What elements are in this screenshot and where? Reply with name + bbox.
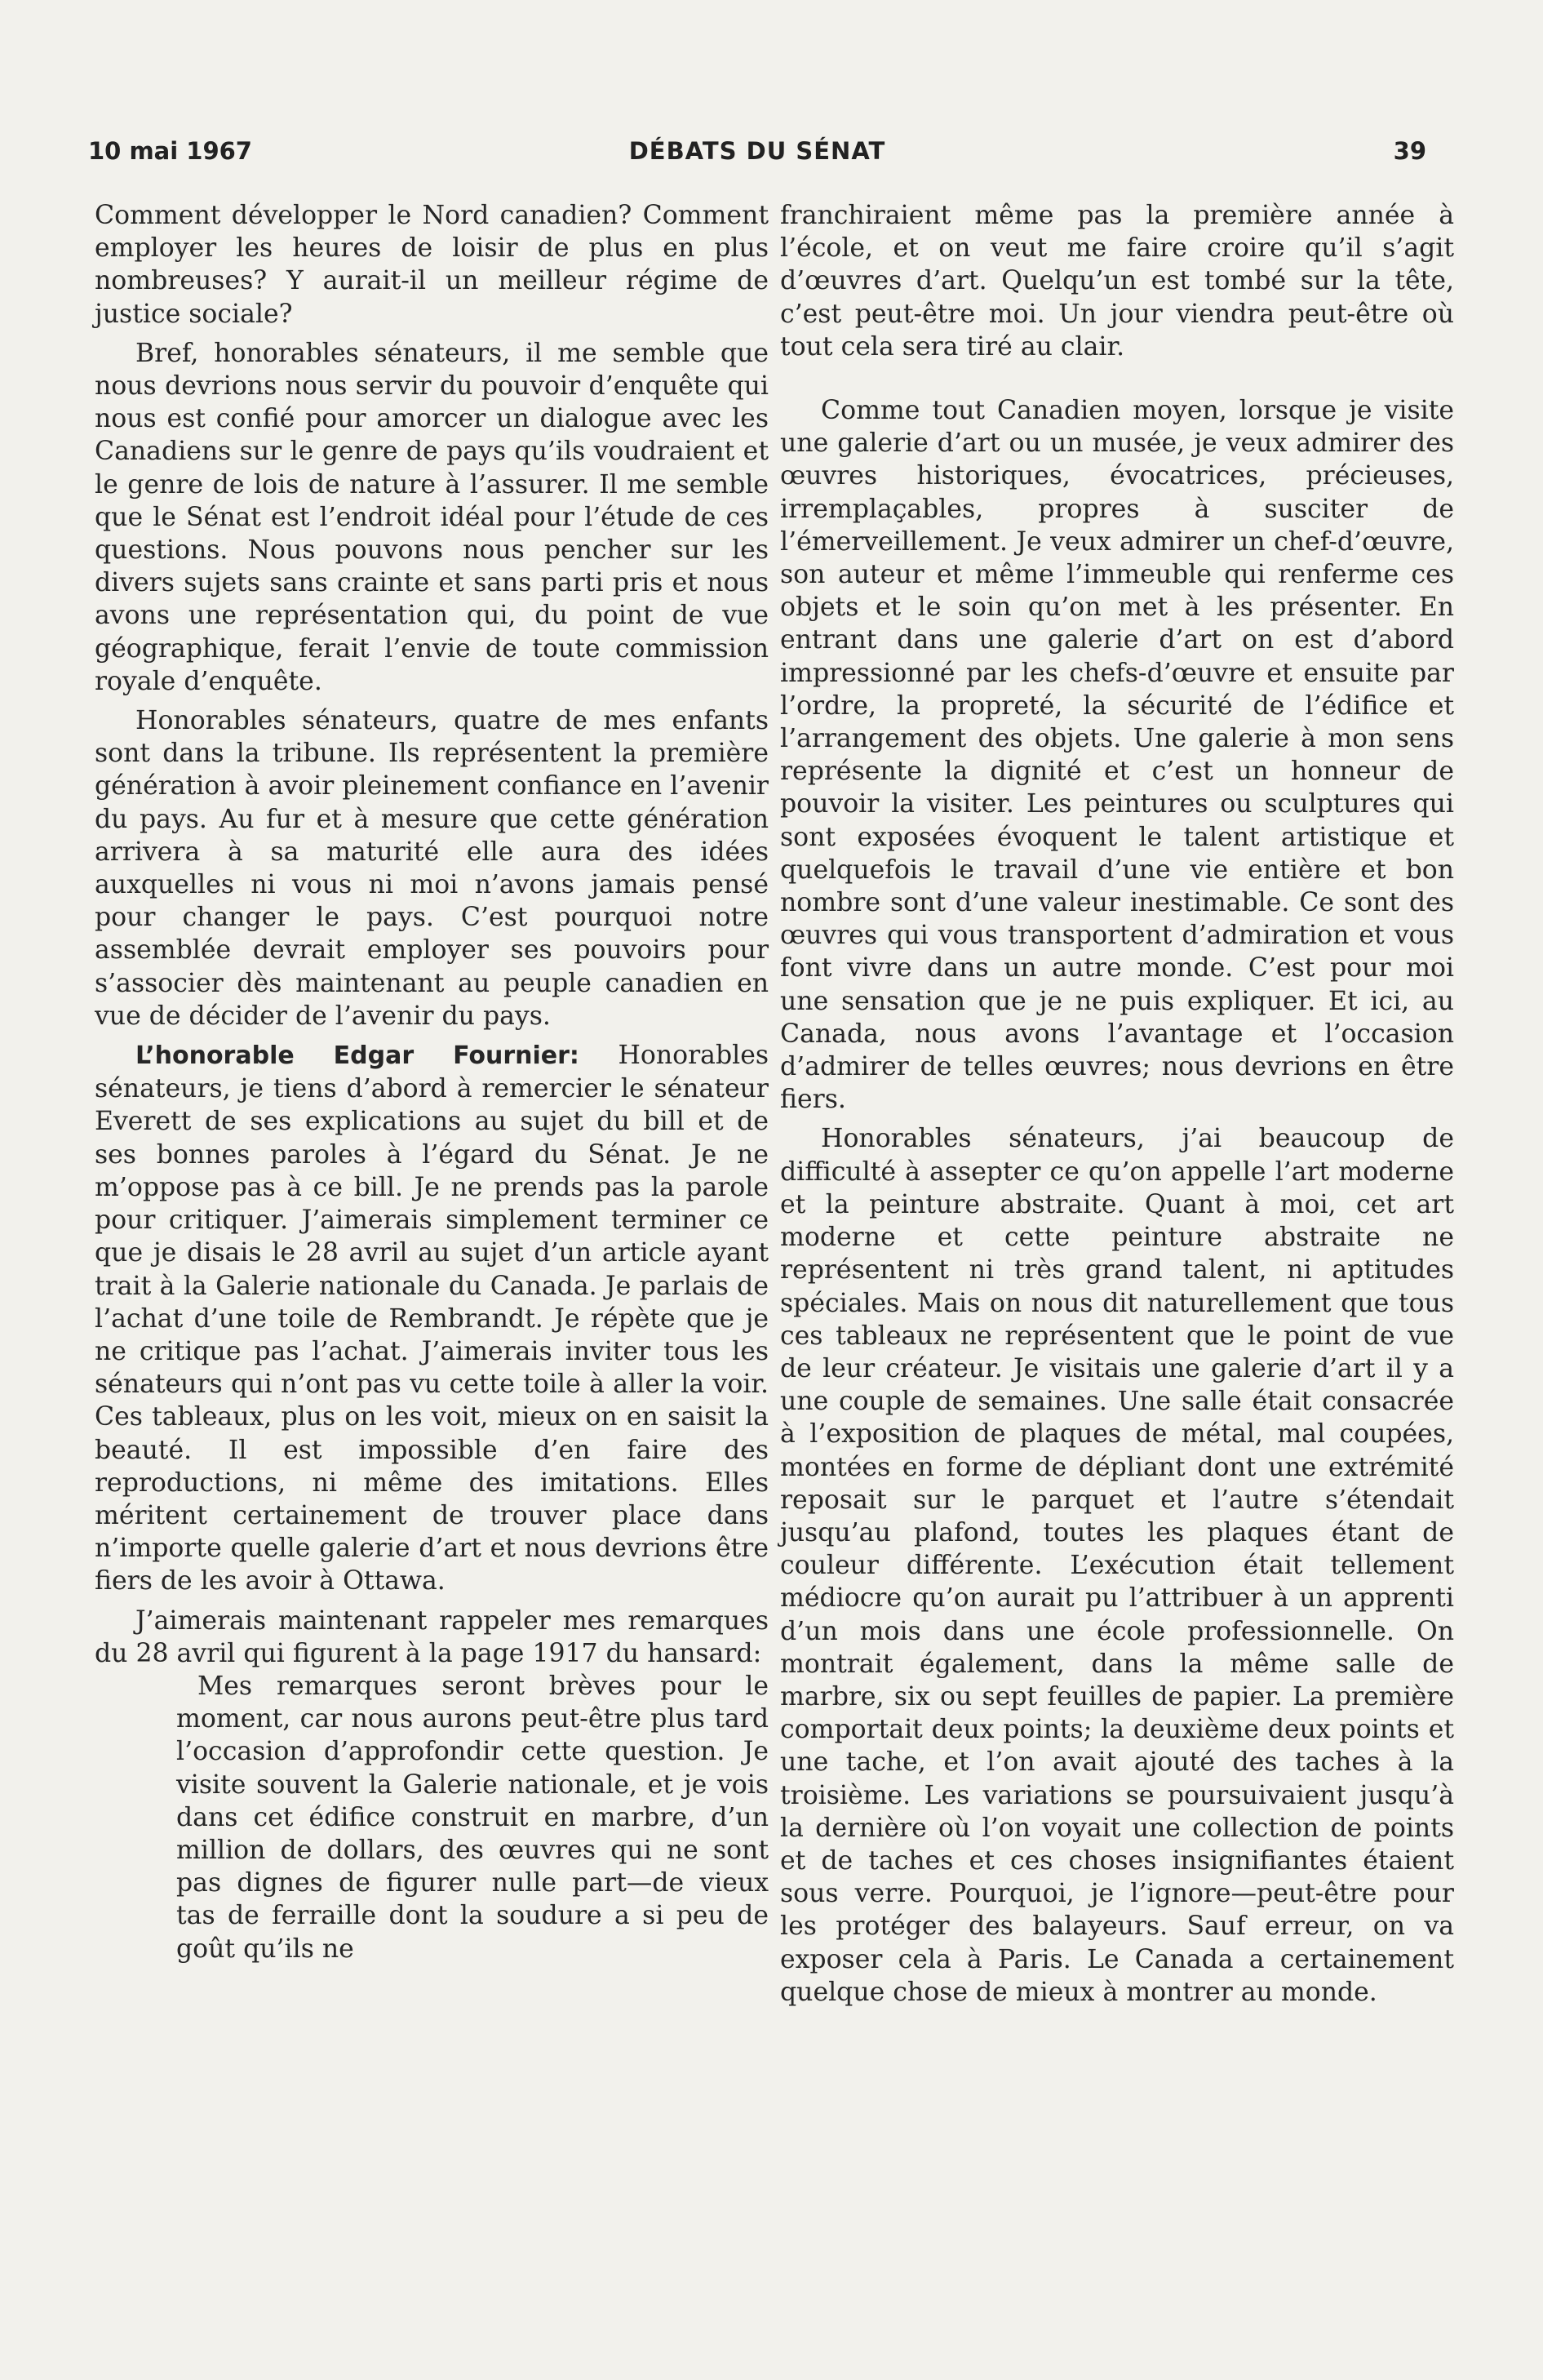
right-column	[780, 199, 1454, 2009]
paragraph: Comment développer le Nord canadien? Comment employer les heures de loisir de plus en plus nombreuses? Y aurait-il un meilleur régime de justice sociale?	[95, 201, 769, 329]
left-column	[95, 199, 769, 1965]
speech-paragraph	[95, 1039, 769, 1597]
paragraph: J’aimerais maintenant rappeler mes remarques du 28 avril qui figurent à la page 1917 du hansard:	[95, 1605, 769, 1668]
speaker-name: L’honorable Edgar Fournier:	[135, 1041, 579, 1071]
hansard-quote: Mes remarques seront brèves pour le moment, car nous aurons peut-être plus tard l’occasion d’approfondir cette question. Je visite souvent la Galerie nationale, et je vois dans cet édifice construit en marbre, d’un million de dollars, des œuvres qui ne sont pas dignes de figurer nulle part—de vieux tas de ferraille dont la soudure a si peu de goût qu’ils ne	[176, 1671, 769, 1964]
page-header	[88, 137, 1426, 175]
speech-text: Honorables sénateurs, je tiens d’abord à remercier le sénateur Everett de ses explications au sujet du bill et de ses bonnes paroles à l’égard du Sénat. Je ne m’oppose pas à ce bill. Je ne prends pas la parole pour critiquer. J’aimerais simplement terminer ce que je disais le 28 avril au sujet d’un article ayant trait à la Galerie nationale du Canada. Je parlais de l’achat d’une toile de Rembrandt. Je répète que je ne critique pas l’achat. J’aimerais inviter tous les sénateurs qui n’ont pas vu cette toile à aller la voir. Ces tableaux, plus on les voit, mieux on en saisit la beauté. Il est impossible d’en faire des reproductions, ni même des imitations. Elles méritent certainement de trouver place dans n’importe quelle galerie d’art et nous devrions être fiers de les avoir à Ottawa.	[95, 1041, 769, 1596]
paragraph: Honorables sénateurs, j’ai beaucoup de difficulté à assepter ce qu’on appelle l’art moderne et la peinture abstraite. Quant à moi, cet art moderne et cette peinture abstraite ne représentent ni très grand talent, ni aptitudes spéciales. Mais on nous dit naturellement que tous ces tableaux ne représentent que le point de vue de leur créateur. Je visitais une galerie d’art il y a une couple de semaines. Une salle était consacrée à l’exposition de plaques de métal, mal coupées, montées en forme de dépliant dont une extrémité reposait sur le parquet et l’autre s’étendait jusqu’au plafond, toutes les plaques étant de couleur différente. L’exécution était tellement médiocre qu’on aurait pu l’attribuer à un apprenti d’un mois dans une école professionnelle. On montrait également, dans la même salle de marbre, six ou sept feuilles de papier. La première comportait deux points; la deuxième deux points et une tache, et l’on avait ajouté des taches à la troisième. Les variations se poursuivaient jusqu’à la dernière où l’on voyait une collection de points et de taches et ces choses insignifiantes étaient sous verre. Pourquoi, je l’ignore—peut-être pour les protéger des balayeurs. Sauf erreur, on va exposer cela à Paris. Le Canada a certainement quelque chose de mieux à montrer au monde.	[780, 1124, 1454, 2007]
header-date: 10 mai 1967	[88, 137, 252, 165]
paragraph: Comme tout Canadien moyen, lorsque je visite une galerie d’art ou un musée, je veux admirer des œuvres historiques, évocatrices, précieuses, irremplaçables, propres à susciter de l’émerveillement. Je veux admirer un chef-d’œuvre, son auteur et même l’immeuble qui renferme ces objets et le soin qu’on met à les présenter. En entrant dans une galerie d’art on est d’abord impressionné par les chefs-d’œuvre et ensuite par l’ordre, la propreté, la sécurité de l’édifice et l’arrangement des objets. Une galerie à mon sens représente la dignité et c’est un honneur de pouvoir la visiter. Les peintures ou sculptures qui sont exposées évoquent le talent artistique et quelquefois le travail d’une vie entière et bon nombre sont d’une valeur inestimable. Ce sont des œuvres qui vous transportent d’admiration et vous font vivre dans un autre monde. C’est pour moi une sensation que je ne puis expliquer. Et ici, au Canada, nous avons l’avantage et l’occasion d’admirer de telles œuvres; nous devrions en être fiers.	[780, 396, 1454, 1115]
paragraph: Bref, honorables sénateurs, il me semble que nous devrions nous servir du pouvoir d’enquête qui nous est confié pour amorcer un dialogue avec les Canadiens sur le genre de pays qu’ils voudraient et le genre de lois de nature à l’assurer. Il me semble que le Sénat est l’endroit idéal pour l’étude de ces questions. Nous pouvons nous pencher sur les divers sujets sans crainte et sans parti pris et nous avons une représentation qui, du point de vue géographique, ferait l’envie de toute commission royale d’enquête.	[95, 338, 769, 696]
paragraph: Honorables sénateurs, quatre de mes enfants sont dans la tribune. Ils représentent la première génération à avoir pleinement confiance en l’avenir du pays. Au fur et à mesure que cette génération arrivera à sa maturité elle aura des idées auxquelles ni vous ni moi n’avons jamais pensé pour changer le pays. C’est pourquoi notre assemblée devrait employer ses pouvoirs pour s’associer dès maintenant au peuple canadien en vue de décider de l’avenir du pays.	[95, 706, 769, 1031]
hansard-quote-continued: franchiraient même pas la première année à l’école, et on veut me faire croire qu’il s’agit d’œuvres d’art. Quelqu’un est tombé sur la tête, c’est peut-être moi. Un jour viendra peut-être où tout cela sera tiré au clair.	[780, 201, 1454, 362]
header-title: DÉBATS DU SÉNAT	[628, 137, 886, 165]
page-number: 39	[1393, 137, 1426, 165]
